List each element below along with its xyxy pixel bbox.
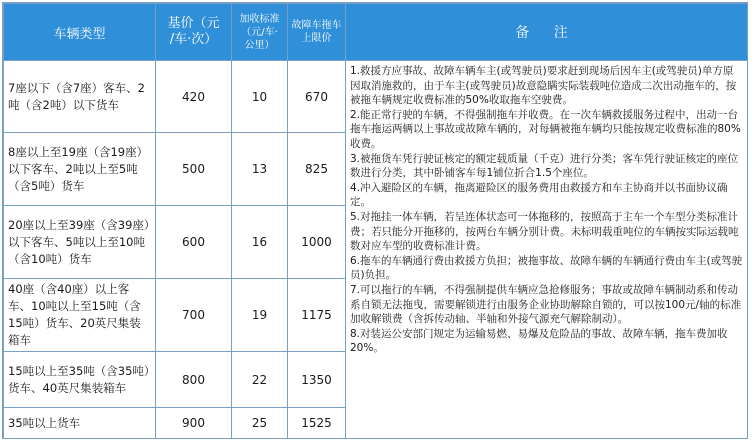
price-limit-cell: 825	[288, 133, 346, 206]
remark-item: 3.被拖货车凭行驶证核定的额定载质量（千克）进行分类；客车凭行驶证核定的座位数进行分类，其中卧铺客车每1铺位折合1.5个座位。	[350, 152, 739, 180]
header-surcharge: 加收标准 （元/车· 公里）	[232, 4, 288, 61]
surcharge-cell: 25	[232, 408, 288, 439]
fee-table-frame	[2, 2, 748, 439]
header-base-price: 基价（元 /车·次）	[156, 4, 232, 61]
header-row	[4, 4, 748, 61]
price-limit-cell: 670	[288, 61, 346, 133]
header-price-limit: 故障车拖车 上限价	[288, 4, 346, 61]
remark-item: 2.能正常行驶的车辆，不得强制拖车并收费。在一次车辆救援服务过程中，出动一台拖车拖运两辆以上事故或故障车辆的，对每辆被拖车辆均只能按规定收费标准的80%收费。	[350, 108, 741, 150]
surcharge-cell: 19	[232, 279, 288, 352]
vehicle-type-cell: 40座（含40座）以上客车、10吨以上至15吨（含15吨）货车、20英尺集装箱车	[4, 279, 156, 352]
surcharge-cell: 22	[232, 352, 288, 408]
surcharge-cell: 16	[232, 206, 288, 279]
surcharge-cell: 10	[232, 61, 288, 133]
vehicle-type-cell: 20座以上至39座（含39座）以下客车、5吨以上至10吨（含10吨）货车	[4, 206, 156, 279]
vehicle-type-cell: 35吨以上货车	[4, 408, 156, 439]
remark-item: 4.冲入避险区的车辆，拖离避险区的服务费用由救援方和车主协商并以书面协议确定。	[350, 181, 728, 209]
base-price-cell: 600	[156, 206, 232, 279]
price-limit-cell: 1000	[288, 206, 346, 279]
base-price-cell: 700	[156, 279, 232, 352]
header-vehicle-type: 车辆类型	[4, 4, 156, 61]
price-limit-cell: 1525	[288, 408, 346, 439]
towing-fee-table	[3, 3, 748, 439]
base-price-cell: 420	[156, 61, 232, 133]
price-limit-cell: 1175	[288, 279, 346, 352]
base-price-cell: 800	[156, 352, 232, 408]
vehicle-type-cell: 8座以上至19座（含19座）以下客车、2吨以上至5吨（含5吨）货车	[4, 133, 156, 206]
table-row	[4, 61, 748, 133]
remark-item: 1.救援方应事故、故障车辆车主(或驾驶员)要求赶到现场后因车主(或驾驶员)单方原因取消施救的，由于车主(或驾驶员)故意隐瞒实际装载吨位造成二次出动拖车的，按被拖车辆规定收费标准的50%收取拖车空驶费。	[350, 65, 737, 107]
price-limit-cell: 1350	[288, 352, 346, 408]
base-price-cell: 500	[156, 133, 232, 206]
remark-item: 6.拖车的车辆通行费由救援方负担；被拖事故、故障车辆的车辆通行费由车主(或驾驶员)负担。	[350, 254, 743, 282]
base-price-cell: 900	[156, 408, 232, 439]
header-remarks: 备 注	[346, 4, 748, 61]
remarks-cell	[346, 61, 748, 439]
vehicle-type-cell: 15吨以上至35吨（含35吨）货车、40英尺集装箱车	[4, 352, 156, 408]
surcharge-cell: 13	[232, 133, 288, 206]
remark-item: 7.可以拖行的车辆，不得强制提供车辆应急抢修服务；事故或故障车辆制动系和传动系自锁无法拖曳，需要解锁进行由服务企业协助解除自锁的，可以按100元/轴的标准加收解锁费（含拆传动轴、半轴和外接气源充气解除制动）。	[350, 283, 742, 326]
remark-item: 8.对装运公安部门规定为运输易燃、易爆及危险品的事故、故障车辆，拖车费加收20%。	[350, 327, 728, 355]
remark-item: 5.对拖挂一体车辆，若呈连体状态可一体拖移的，按照高于主车一个车型分类标准计费；若只能分开拖移的，按两台车辆分别计费。未标明载重吨位的车辆按实际运载吨数对应车型的收费标准计费。	[350, 210, 739, 253]
vehicle-type-cell: 7座以下（含7座）客车、2吨（含2吨）以下货车	[4, 61, 156, 133]
